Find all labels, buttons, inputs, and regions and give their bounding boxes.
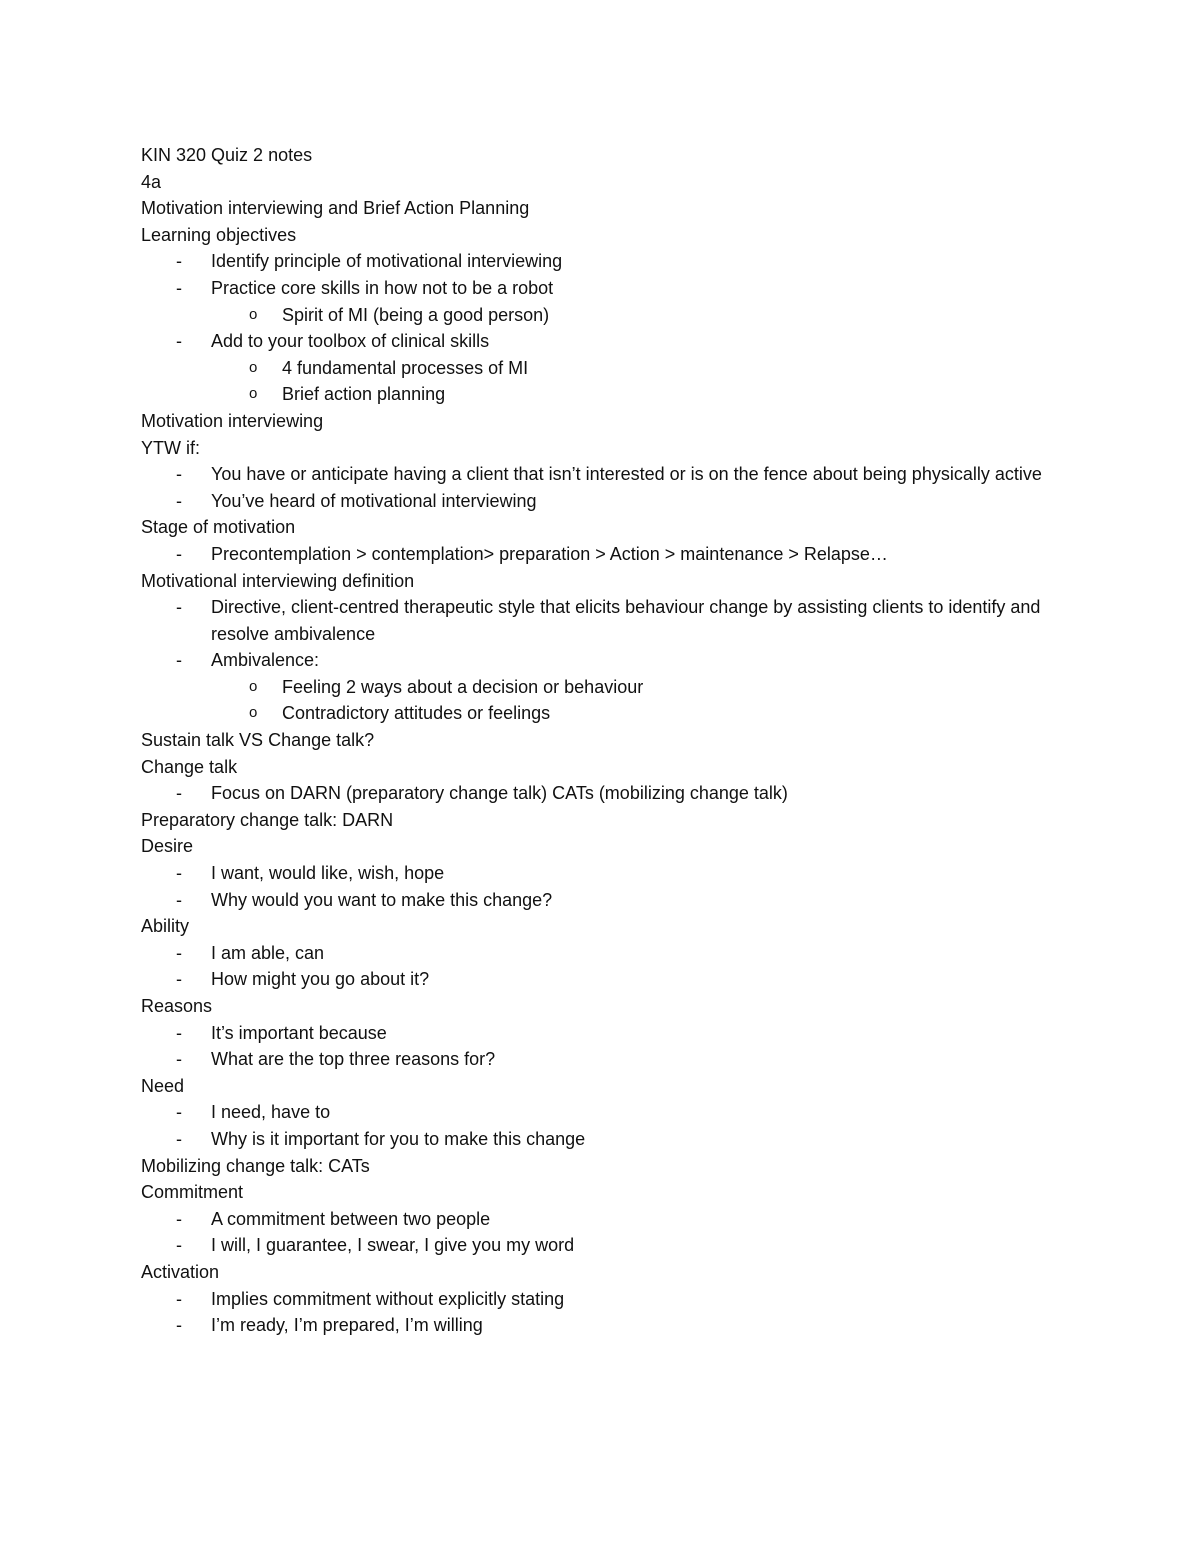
line-text: Why would you want to make this change? <box>211 889 553 910</box>
line-text: Activation <box>141 1261 220 1282</box>
list-item <box>141 594 1061 647</box>
line-text: Contradictory attitudes or feelings <box>282 703 551 724</box>
line-text: Ability <box>141 916 190 937</box>
dash-bullet: - <box>176 783 182 804</box>
sub-list-item <box>141 381 1061 408</box>
heading-line <box>141 222 1061 249</box>
line-text: KIN 320 Quiz 2 notes <box>141 145 313 165</box>
line-text: Change talk <box>141 756 238 777</box>
list-item <box>141 1286 1061 1313</box>
line-text: Stage of motivation <box>141 517 296 538</box>
dash-bullet: - <box>176 251 182 272</box>
dash-bullet: - <box>176 597 182 618</box>
dash-bullet: - <box>176 650 182 671</box>
list-item <box>141 488 1061 515</box>
list-item <box>141 248 1061 275</box>
line-text: I want, would like, wish, hope <box>211 863 445 884</box>
heading-line <box>141 514 1061 541</box>
line-text: Practice core skills in how not to be a robot <box>211 277 554 298</box>
line-text: How might you go about it? <box>211 969 430 990</box>
dash-bullet: - <box>176 863 182 884</box>
list-item <box>141 1206 1061 1233</box>
circle-bullet: o <box>249 677 258 695</box>
heading-line <box>141 195 1061 222</box>
heading-line <box>141 435 1061 462</box>
list-item <box>141 860 1061 887</box>
heading-line <box>141 1153 1061 1180</box>
heading-line <box>141 568 1061 595</box>
line-text: What are the top three reasons for? <box>211 1049 496 1070</box>
dash-bullet: - <box>176 1022 182 1043</box>
dash-bullet: - <box>176 1235 182 1256</box>
line-text: YTW if: <box>141 437 200 458</box>
list-item <box>141 966 1061 993</box>
line-text: I am able, can <box>211 942 325 963</box>
list-item <box>141 780 1061 807</box>
list-item <box>141 940 1061 967</box>
dash-bullet: - <box>176 1208 182 1229</box>
dash-bullet: - <box>176 1315 182 1336</box>
sub-list-item <box>141 302 1061 329</box>
line-text: Reasons <box>141 996 213 1016</box>
line-text: You’ve heard of motivational interviewing <box>211 490 537 511</box>
line-text: Need <box>141 1075 185 1096</box>
line-text: It’s important because <box>211 1022 387 1043</box>
heading-line <box>141 408 1061 435</box>
heading-line <box>141 727 1061 754</box>
line-text: Why is it important for you to make this change <box>211 1128 586 1149</box>
heading-line <box>141 1259 1061 1286</box>
dash-bullet: - <box>176 969 182 990</box>
dash-bullet: - <box>176 1128 182 1149</box>
list-item <box>141 887 1061 914</box>
line-text: Mobilizing change talk: CATs <box>141 1155 370 1176</box>
list-item <box>141 328 1061 355</box>
circle-bullet: o <box>249 385 258 403</box>
heading-line <box>141 807 1061 834</box>
dash-bullet: - <box>176 1288 182 1309</box>
sub-list-item <box>141 355 1061 382</box>
line-text: You have or anticipate having a client that isn’t interested or is on the fence about being physically active <box>211 464 1042 485</box>
heading-line <box>141 993 1061 1020</box>
line-text: Spirit of MI (being a good person) <box>282 304 550 325</box>
list-item <box>141 275 1061 302</box>
line-text: Motivation interviewing and Brief Action Planning <box>141 198 530 219</box>
dash-bullet: - <box>176 277 182 298</box>
line-text: Learning objectives <box>141 224 297 245</box>
heading-line <box>141 1179 1061 1206</box>
circle-bullet: o <box>249 305 258 323</box>
list-item <box>141 1232 1061 1259</box>
line-text: Identify principle of motivational interviewing <box>211 251 563 272</box>
list-item <box>141 541 1061 568</box>
list-item <box>141 1312 1061 1339</box>
line-text: I will, I guarantee, I swear, I give you my word <box>211 1235 575 1256</box>
dash-bullet: - <box>176 1049 182 1070</box>
line-text: Feeling 2 ways about a decision or behaviour <box>282 676 644 697</box>
line-text: Ambivalence: <box>211 650 320 671</box>
list-item <box>141 1126 1061 1153</box>
dash-bullet: - <box>176 464 182 485</box>
heading-line <box>141 913 1061 940</box>
list-item <box>141 647 1061 674</box>
dash-bullet: - <box>176 331 182 352</box>
line-text: Directive, client-centred therapeutic style that elicits behaviour change by assisting clients to identify and resolve ambivalence <box>211 597 1041 644</box>
heading-line <box>141 142 1061 169</box>
line-text: Add to your toolbox of clinical skills <box>211 331 490 352</box>
line-text: Desire <box>141 836 194 857</box>
line-text: 4a <box>141 171 162 192</box>
list-item <box>141 1099 1061 1126</box>
list-item <box>141 1020 1061 1047</box>
line-text: Motivation interviewing <box>141 410 324 431</box>
heading-line <box>141 833 1061 860</box>
line-text: Motivational interviewing definition <box>141 570 415 591</box>
line-text: Implies commitment without explicitly stating <box>211 1288 565 1309</box>
line-text: Preparatory change talk: DARN <box>141 809 394 830</box>
line-text: Precontemplation > contemplation> preparation > Action > maintenance > Relapse… <box>211 543 888 564</box>
line-text: Focus on DARN (preparatory change talk) CATs (mobilizing change talk) <box>211 783 788 804</box>
heading-line <box>141 754 1061 781</box>
sub-list-item <box>141 700 1061 727</box>
list-item <box>141 1046 1061 1073</box>
line-text: A commitment between two people <box>211 1208 491 1229</box>
line-text: I’m ready, I’m prepared, I’m willing <box>211 1315 483 1336</box>
line-text: 4 fundamental processes of MI <box>282 357 529 378</box>
sub-list-item <box>141 674 1061 701</box>
line-text: Sustain talk VS Change talk? <box>141 730 375 751</box>
dash-bullet: - <box>176 543 182 564</box>
line-text: Commitment <box>141 1182 244 1203</box>
dash-bullet: - <box>176 889 182 910</box>
circle-bullet: o <box>249 704 258 722</box>
dash-bullet: - <box>176 942 182 963</box>
list-item <box>141 461 1061 488</box>
dash-bullet: - <box>176 1102 182 1123</box>
line-text: I need, have to <box>211 1102 331 1123</box>
document-body <box>141 142 1061 1339</box>
circle-bullet: o <box>249 358 258 376</box>
line-text: Brief action planning <box>282 384 446 405</box>
heading-line <box>141 169 1061 196</box>
dash-bullet: - <box>176 490 182 511</box>
heading-line <box>141 1073 1061 1100</box>
